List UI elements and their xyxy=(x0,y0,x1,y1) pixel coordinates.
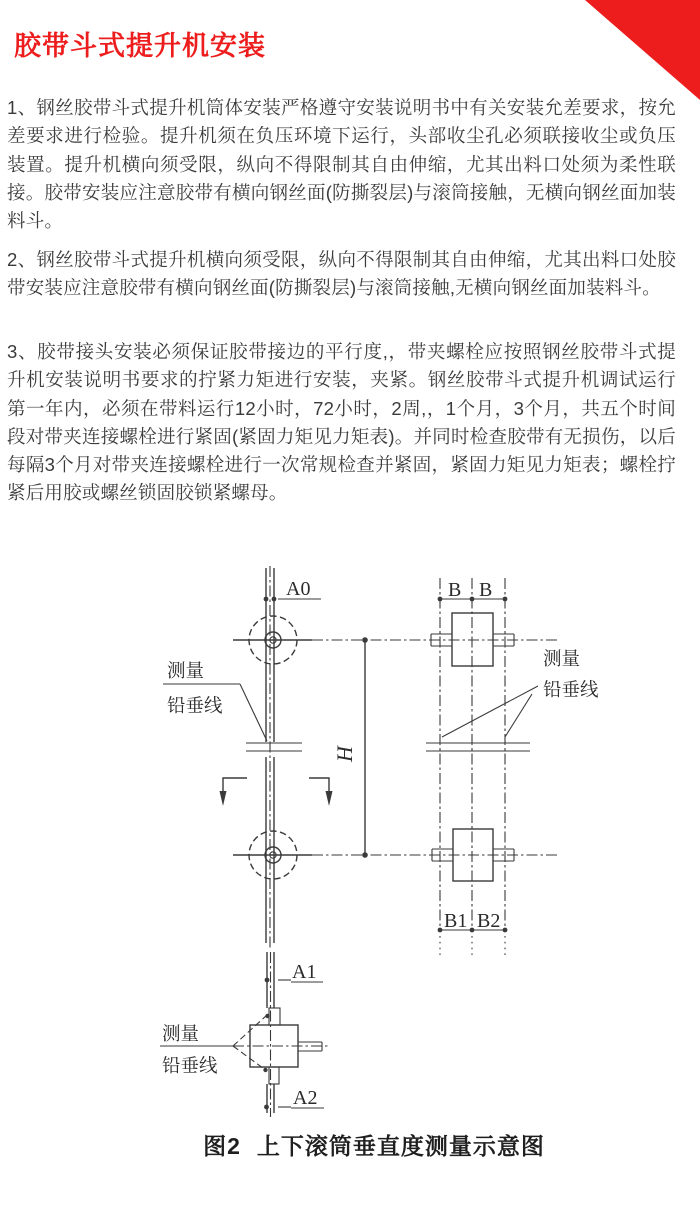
figure-caption-text: 上下滚筒垂直度测量示意图 xyxy=(256,1133,545,1159)
paragraph-2: 2、钢丝胶带斗式提升机横向须受限，纵向不得限制其自由伸缩，尤其出料口处胶带安装应注意胶带有横向钢丝面(防撕裂层)与滚筒接触,无横向钢丝面加装料斗。 xyxy=(7,249,676,299)
measure-text-bottom: 铅垂线 xyxy=(167,697,223,717)
a0-dot-right xyxy=(272,597,277,602)
label-b1: B1 xyxy=(444,910,468,932)
left-elevator-side-view xyxy=(220,566,333,948)
dim-a0 xyxy=(264,578,321,601)
direction-arrowheads xyxy=(220,791,333,806)
measure-text-bottom: 铅垂线 xyxy=(543,681,599,701)
figure-caption xyxy=(48,1128,700,1161)
paragraph-1: 1、钢丝胶带斗式提升机筒体安装严格遵守安装说明书中有关安装允差要求，按允差要求进行检验。提升机须在负压环境下运行，头部收尘孔必须联接收尘或负压装置。提升机横向须受限，纵向不得限制其自由伸缩，尤其出料口处须为柔性联接。胶带安装应注意胶带有横向钢丝面(防撕裂层)与滚筒接触，无横向钢丝面加装料斗。 xyxy=(7,97,676,232)
label-h: H xyxy=(332,746,357,762)
right-elevator-front-view xyxy=(426,578,530,958)
measure-label-bottom xyxy=(162,1024,218,1077)
triangle-dot-top xyxy=(265,1014,269,1018)
label-a0: A0 xyxy=(286,578,311,600)
dim-a2 xyxy=(264,1087,324,1109)
measure-label-right xyxy=(442,649,599,737)
break-marks-left xyxy=(246,743,302,751)
measure-text-bottom: 铅垂线 xyxy=(162,1057,218,1077)
b-dot-1 xyxy=(438,597,443,602)
label-b2: B2 xyxy=(477,910,501,932)
b1b2-dot-2 xyxy=(470,928,475,933)
measure-text-top: 测量 xyxy=(543,650,581,670)
measure-leader xyxy=(240,684,267,741)
right-plumb-lines xyxy=(440,578,505,930)
b1b2-dot-1 xyxy=(438,928,443,933)
b-dot-3 xyxy=(503,597,508,602)
break-marks-right xyxy=(426,743,530,751)
measure-label-left xyxy=(163,661,267,741)
b1b2-dot-3 xyxy=(503,928,508,933)
measure-leaders xyxy=(442,686,538,737)
label-a1: A1 xyxy=(292,961,317,983)
a1-dot xyxy=(265,978,270,983)
label-b-right: B xyxy=(479,579,493,601)
a2-dot xyxy=(264,1105,269,1110)
measure-text-top: 测量 xyxy=(162,1025,200,1045)
page-title: 胶带斗式提升机安装 xyxy=(14,31,266,61)
paragraph-3: 3、胶带接头安装必须保证胶带接边的平行度,，带夹螺栓应按照钢丝胶带斗式提升机安装说明书要求的拧紧力矩进行安装，夹紧。钢丝胶带斗式提升机调试运行第一年内，必须在带料运行12小时，72小时，2周,，1个月，3个月，共五个时间段对带夹连接螺栓进行紧固(紧固力矩见力矩表)。并同时检查胶带有无损伤，以后每隔3个月对带夹连接螺栓进行一次常规检查并紧固，紧固力矩见力矩表；螺栓拧紧后用胶或螺丝锁固胶锁紧螺母。 xyxy=(7,341,676,504)
label-b-left: B xyxy=(448,579,462,601)
direction-brackets xyxy=(223,778,329,791)
corner-ribbon xyxy=(585,0,700,100)
right-plumb-lines-tails xyxy=(440,936,505,958)
label-a2: A2 xyxy=(293,1087,318,1109)
figure-number: 图2 xyxy=(203,1133,241,1159)
figure-2-diagram xyxy=(0,555,700,1130)
triangle-dot-bottom xyxy=(263,1068,267,1072)
dim-h xyxy=(332,637,368,858)
b-dot-2 xyxy=(470,597,475,602)
a0-dot-left xyxy=(264,597,269,602)
measure-text-top: 测量 xyxy=(167,662,205,682)
